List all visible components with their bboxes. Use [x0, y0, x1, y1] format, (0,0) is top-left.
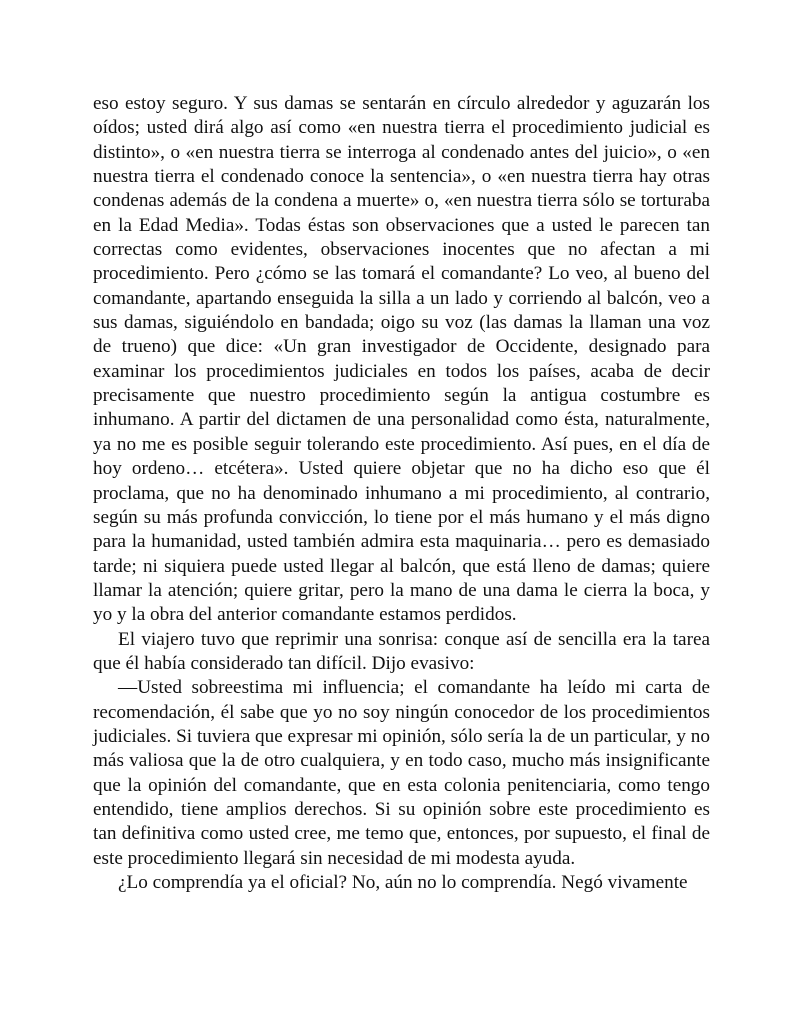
- paragraph-continuation: eso estoy seguro. Y sus damas se sentarán en círculo alrededor y aguzarán los oídos; usted dirá algo así como «en nuestra tierra el procedimiento judicial es distinto», o «en nuestra tierra se interroga al condenado antes del juicio», o «en nuestra tierra el condenado conoce la sentencia», o «en nuestra tierra hay otras condenas además de la condena a muerte» o, «en nuestra tierra sólo se torturaba en la Edad Media». Todas éstas son observaciones que a usted le parecen tan correctas como evidentes, observaciones inocentes que no afectan a mi procedimiento. Pero ¿cómo se las tomará el comandante? Lo veo, al bueno del comandante, apartando enseguida la silla a un lado y corriendo al balcón, veo a sus damas, siguiéndolo en bandada; oigo su voz (las damas la llaman una voz de trueno) que dice: «Un gran investigador de Occidente, designado para examinar los procedimientos judiciales en todos los países, acaba de decir precisamente que nuestro procedimiento según la antigua costumbre es inhumano. A partir del dictamen de una personalidad como ésta, naturalmente, ya no me es posible seguir tolerando este procedimiento. Así pues, en el día de hoy ordeno… etcétera». Usted quiere objetar que no ha dicho eso que él proclama, que no ha denominado inhumano a mi procedimiento, al contrario, según su más profunda convicción, lo tiene por el más humano y el más digno para la humanidad, usted también admira esta maquinaria… pero es demasiado tarde; ni siquiera puede usted llegar al balcón, que está lleno de damas; quiere llamar la atención; quiere gritar, pero la mano de una dama le cierra la boca, y yo y la obra del anterior comandante estamos perdidos.: [93, 93, 710, 626]
- document-page: [93, 92, 710, 895]
- paragraph-traveler-reply: —Usted sobreestima mi influencia; el comandante ha leído mi carta de recomendación, él sabe que yo no soy ningún conocedor de los procedimientos judiciales. Si tuviera que expresar mi opinión, sólo sería la de un particular, y no más valiosa que la de otro cualquiera, y en todo caso, mucho más insignificante que la opinión del comandante, que en esta colonia penitenciaria, como tengo entendido, tiene amplios derechos. Si su opinión sobre este procedimiento es tan definitiva como usted cree, me temo que, entonces, por supuesto, el final de este procedimiento llegará sin necesidad de mi modesta ayuda.: [93, 677, 710, 869]
- paragraph-traveler-smile: El viajero tuvo que reprimir una sonrisa: conque así de sencilla era la tarea que él había considerado tan difícil. Dijo evasivo:: [93, 628, 710, 674]
- paragraph-officer-reaction: ¿Lo comprendía ya el oficial? No, aún no lo comprendía. Negó vivamente: [118, 872, 688, 893]
